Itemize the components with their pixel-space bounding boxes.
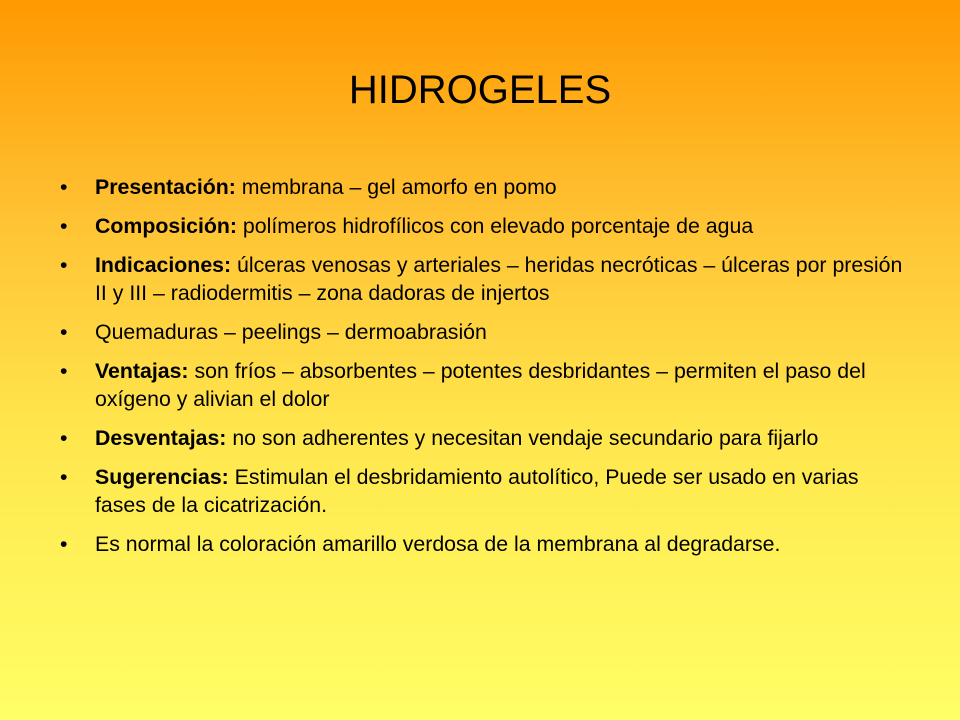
bullet-item-indicaciones (60, 251, 910, 307)
bullet-text: Quemaduras – peelings – dermoabrasión (95, 320, 487, 344)
bullet-text: no son adherentes y necesitan vendaje secundario para fijarlo (226, 426, 819, 450)
bullet-label: Desventajas: (95, 426, 227, 450)
bullet-item-coloracion (60, 530, 910, 558)
bullet-list (60, 173, 910, 569)
bullet-label: Composición: (95, 214, 237, 238)
bullet-text: Es normal la coloración amarillo verdosa de la membrana al degradarse. (95, 532, 781, 556)
bullet-text: membrana – gel amorfo en pomo (235, 175, 557, 199)
bullet-item-composicion (60, 212, 910, 240)
bullet-icon: • (60, 359, 68, 383)
bullet-item-sugerencias (60, 463, 910, 519)
bullet-item-desventajas (60, 424, 910, 452)
bullet-text: son fríos – absorbentes – potentes desbridantes – permiten el paso del oxígeno y alivian el dolor (95, 359, 866, 411)
bullet-icon: • (60, 253, 68, 277)
bullet-item-ventajas (60, 357, 910, 413)
bullet-text: úlceras venosas y arteriales – heridas necróticas – úlceras por presión II y III – radiodermitis – zona dadoras de injertos (95, 253, 903, 305)
bullet-icon: • (60, 532, 68, 556)
bullet-item-quemaduras (60, 318, 910, 346)
bullet-label: Presentación: (95, 175, 236, 199)
bullet-label: Sugerencias: (95, 465, 229, 489)
bullet-label: Ventajas: (95, 359, 189, 383)
bullet-item-presentacion (60, 173, 910, 201)
bullet-icon: • (60, 175, 68, 199)
bullet-icon: • (60, 214, 68, 238)
bullet-text: polímeros hidrofílicos con elevado porcentaje de agua (236, 214, 754, 238)
slide-title: HIDROGELES (348, 68, 612, 112)
bullet-text: Estimulan el desbridamiento autolítico, Puede ser usado en varias fases de la cicatrización. (95, 465, 859, 517)
bullet-label: Indicaciones: (95, 253, 232, 277)
bullet-icon: • (60, 426, 68, 450)
bullet-icon: • (60, 465, 68, 489)
bullet-icon: • (60, 320, 68, 344)
